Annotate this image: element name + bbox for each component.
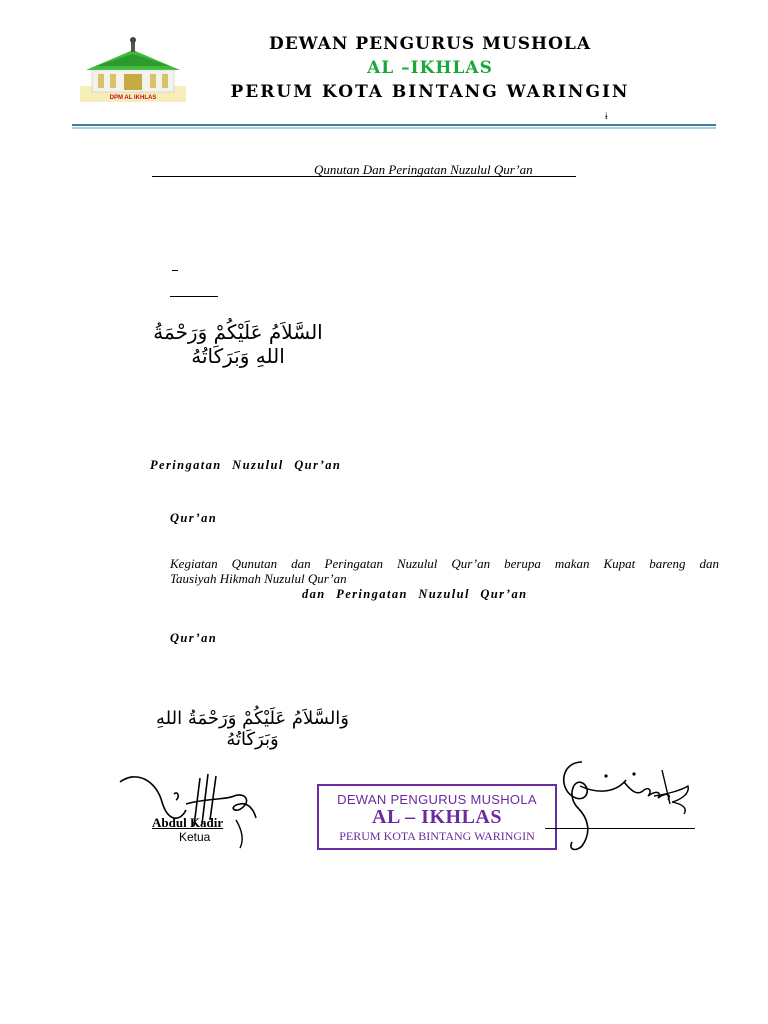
- blank-dash: [172, 270, 178, 271]
- logo-caption: DPM AL IKHLAS: [109, 95, 157, 101]
- org-address: PERUM KOTA BINTANG WARINGIN: [230, 82, 630, 102]
- greeting-arabic: السَّلاَمُ عَلَيْكُمْ وَرَحْمَةُ اللهِ وَبَرَكَاتُهُ: [153, 320, 323, 368]
- paragraph-line-2: Tausiyah Hikmah Nuzulul Qur’an: [170, 571, 347, 586]
- small-mark: ɨ: [605, 111, 608, 121]
- stamp-line-1: DEWAN PENGURUS MUSHOLA: [337, 792, 537, 807]
- blank-line: [170, 296, 218, 297]
- body-line-quran-2: Qur’an: [170, 631, 218, 645]
- body-paragraph: [170, 556, 719, 586]
- header-rule-light: [72, 127, 716, 129]
- body-line-quran: Qur’an: [170, 511, 218, 525]
- header-rule: [72, 124, 716, 126]
- stamp-line-3: PERUM KOTA BINTANG WARINGIN: [339, 829, 535, 843]
- organization-stamp: [317, 784, 557, 850]
- closing-arabic: وَالسَّلاَمُ عَلَيْكُمْ وَرَحْمَةُ اللهِ وَبَرَكَاتُهُ: [156, 708, 349, 750]
- stamp-line-2: AL – IKHLAS: [372, 806, 502, 828]
- org-title: AL –IKHLAS: [367, 58, 493, 78]
- subject-title: Qunutan Dan Peringatan Nuzulul Qur’an: [314, 162, 533, 177]
- paragraph-line-1: Kegiatan Qunutan dan Peringatan Nuzulul Qur’an berupa makan Kupat bareng dan: [170, 556, 719, 571]
- signer-role: Ketua: [179, 830, 211, 844]
- signer-name: Abdul Kadir: [152, 815, 224, 830]
- body-line-event-2: dan Peringatan Nuzulul Qur’an: [302, 587, 528, 601]
- signature-secretary: [522, 756, 692, 852]
- org-name-line: DEWAN PENGURUS MUSHOLA: [268, 34, 592, 54]
- body-line-event: Peringatan Nuzulul Qur’an: [150, 458, 342, 472]
